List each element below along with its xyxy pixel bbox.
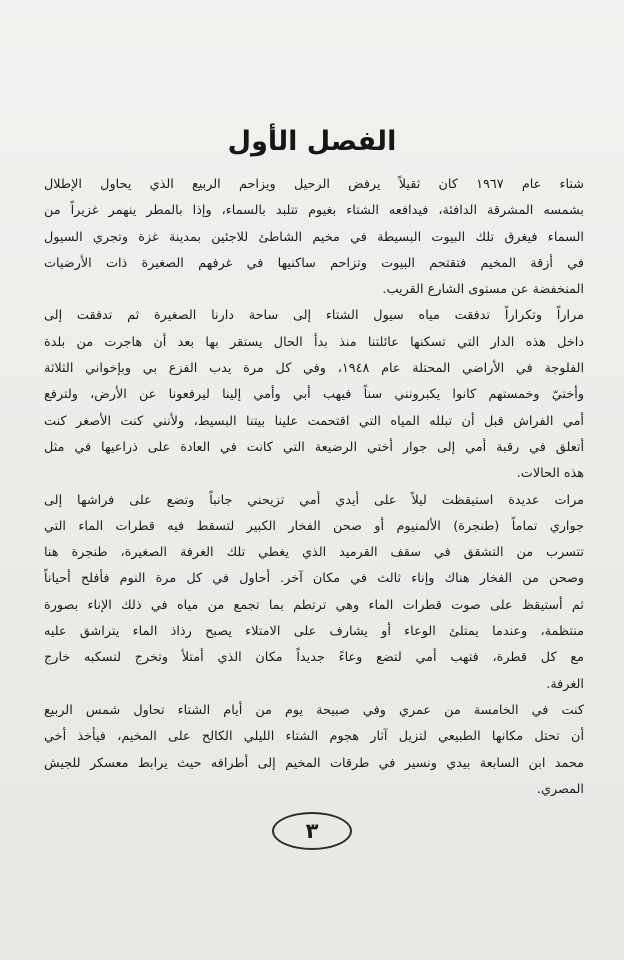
paragraph-3-line-4: وصحن من الفخار هناك وإناء ثالث في مكان آخر. أحاول في كل مرة النوم فأفلح أحياناً [44,571,584,587]
paragraph-4-line-2: أن تحتل مكانها الطبيعي لتزيل آثار هجوم الشتاء الليلي الكالح على المخيم، فيأخذ أخي [44,729,584,745]
paragraph-4-line-3: محمد ابن السابعة بيدي ونسير في طرقات المخيم إلى أطرافه حيث يرابط معسكر للجيش [44,755,584,771]
paragraph-2-line-5: أمي الفراش قبل أن تبلله المياه التي اقتحمت علينا بيتنا البسيط، ولأنني كنت الأصغر كنت [44,413,584,429]
paragraph-1-line-4: في أزقة المخيم فتقتحم البيوت وتزاحم ساكنيها في غرفهم الصغيرة ذات الأرضيات [44,255,584,271]
paragraph-1-line-1: شتاء عام ١٩٦٧ كان ثقيلاً يرفض الرحيل ويزاحم الربيع الذي يحاول الإطلال [44,177,585,192]
paragraph-2-line-2: داخل هذه الدار التي تسكنها عائلتنا منذ بدأ الحال يستقر بها بعد أن هاجرت من بلدة [44,334,584,350]
paragraph-2-line-3: الفلوجة في الأراضي المحتلة عام ١٩٤٨، وفي كل مرة يدب الفزع بي وبإخواني الثلاثة [44,361,584,377]
paragraph-4-line-4: المصري. [536,781,584,797]
paragraph-2-line-4: وأختيّ وخمستهم كانوا يكبرونني سناً فيهب أبي وأمي إلينا ليرفعونا عن الأرض، ولترفع [44,387,584,403]
paragraph-2-line-1: مراراً وتكراراً تدفقت مياه سيول الشتاء إلى ساحة دارنا الصغيرة ثم تدفقت إلى [44,308,584,324]
paragraph-3-line-8: الغرفة. [546,676,584,692]
paragraph-1-line-2: بشمسه المشرقة الدافئة، فيدافعه الشتاء بغيوم تتلبد بالسماء، وإذا بالمطر ينهمر غزيراً من [44,203,584,219]
chapter-body [44,172,584,803]
chapter-title: الفصل الأول [227,126,397,157]
paragraph-1-line-3: السماء فيغرق تلك البيوت البسيطة في مخيم الشاطئ للاجئين بمدينة غزة وتجري السيول [44,229,584,245]
paragraph-4-line-1: كنت في الخامسة من عمري وفي صبيحة يوم من أيام الشتاء تحاول شمس الربيع [44,702,584,718]
paragraph-3-line-7: مع كل قطرة، فتهب أمي لتضع وعاءً جديداً مكان الذي أمتلأ وتخرج لتسكبه خارج [44,650,584,666]
paragraph-2-line-6: أتعلق في رقبة أمي إلى جوار أختي الرضيعة التي كانت في العادة على ذراعيها في مثل [44,439,584,455]
paragraph-3-line-2: جواري تماماً (طنجرة) الألمنيوم أو صحن الفخار الكبير لتسقط فيه قطرات الماء التي [44,518,584,534]
paragraph-3-line-5: ثم أستيقظ على صوت قطرات الماء وهي ترتطم بما تجمع من مياه في ذلك الإناء بصورة [44,597,584,613]
paragraph-3-line-3: تتسرب من التشقق في سقف القرميد الذي يغطي تلك الغرفة الصغيرة، طنجرة هنا [44,545,584,561]
page-number: ٣ [272,812,352,850]
paragraph-1-line-5: المنخفضة عن مستوى الشارع القريب. [382,282,584,298]
paragraph-3-line-1: مرات عديدة استيقظت ليلاً على أيدي أمي تزيحني جانباً وتضع على فراشها إلى [44,492,584,508]
paragraph-3-line-6: منتظمة، وعندما يمتلئ الوعاء أو يشارف على الامتلاء يصبح رذاذ الماء يتراشق عليه [44,624,584,640]
paragraph-2-line-7: هذه الحالات. [516,466,584,482]
